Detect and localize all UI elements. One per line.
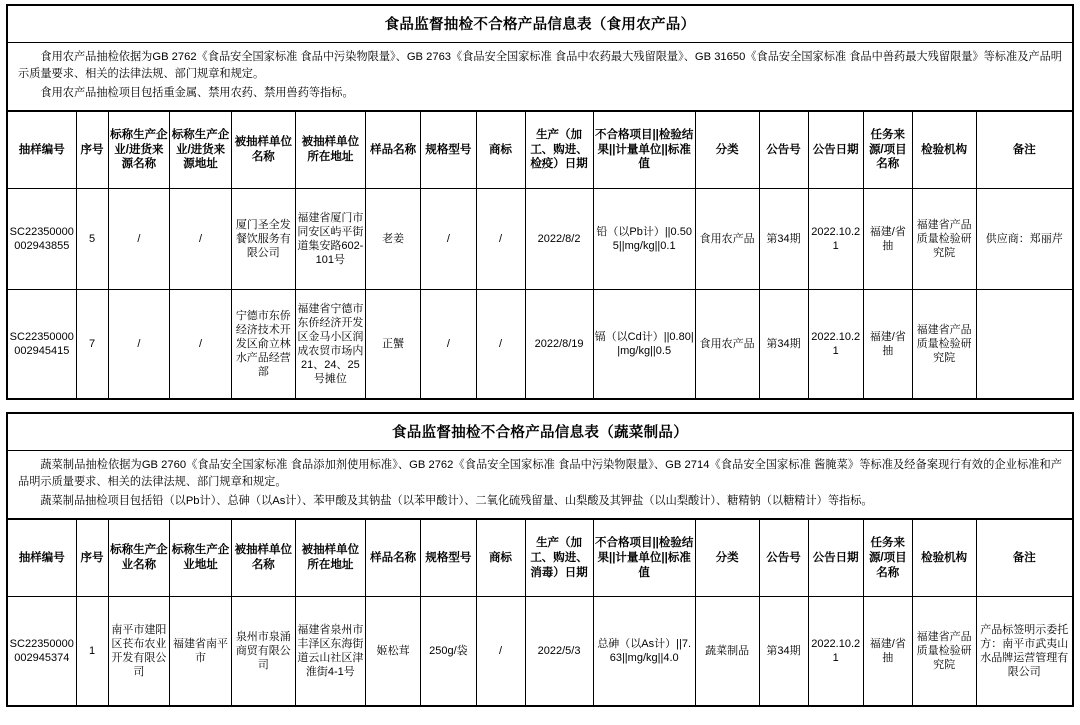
cell-producer-name: 南平市建阳区苌布农业开发有限公司 xyxy=(108,597,170,706)
cell-inspection-agency: 福建省产品质量检验研究院 xyxy=(912,290,976,399)
column-header: 标称生产企业/进货来源地址 xyxy=(170,112,232,189)
table-header-row xyxy=(8,520,1072,597)
column-header: 任务来源/项目名称 xyxy=(863,520,912,597)
column-header: 商标 xyxy=(476,520,525,597)
cell-trademark: / xyxy=(476,597,525,706)
column-header: 序号 xyxy=(76,112,108,189)
cell-index: 5 xyxy=(76,189,108,290)
inspection-table xyxy=(8,111,1072,398)
table-row xyxy=(8,597,1072,706)
cell-sampled-unit-name: 厦门圣全发餐饮服务有限公司 xyxy=(231,189,295,290)
cell-failed-item: 铅（以Pb计）||0.505||mg/kg||0.1 xyxy=(593,189,695,290)
column-header: 检验机构 xyxy=(912,520,976,597)
note-line: 食用农产品抽检依据为GB 2762《食品安全国家标准 食品中污染物限量》、GB 2763《食品安全国家标准 食品中农药最大残留限量》、GB 31650《食品安全国家标准 食品中兽药最大残留限量》等标准及产品明示质量要求、相关的法律法规、部门规章和规定。 xyxy=(18,51,1062,81)
cell-inspection-agency: 福建省产品质量检验研究院 xyxy=(912,597,976,706)
column-header: 样品名称 xyxy=(365,520,420,597)
column-header: 生产（加工、购进、消毒）日期 xyxy=(525,520,593,597)
cell-producer-address: / xyxy=(170,189,232,290)
cell-failed-item: 镉（以Cd计）||0.80||mg/kg||0.5 xyxy=(593,290,695,399)
cell-spec: / xyxy=(421,290,476,399)
column-header: 分类 xyxy=(695,520,759,597)
column-header: 规格型号 xyxy=(421,520,476,597)
cell-task-source: 福建/省抽 xyxy=(863,290,912,399)
column-header: 被抽样单位名称 xyxy=(231,112,295,189)
column-header: 抽样编号 xyxy=(8,520,76,597)
column-header: 标称生产企业地址 xyxy=(170,520,232,597)
column-header: 不合格项目||检验结果||计量单位||标准值 xyxy=(593,112,695,189)
cell-sample-name: 姬松茸 xyxy=(365,597,420,706)
column-header: 商标 xyxy=(476,112,525,189)
cell-sample-code: SC22350000002945415 xyxy=(8,290,76,399)
cell-announcement-date: 2022.10.21 xyxy=(808,597,863,706)
note-line: 蔬菜制品抽检依据为GB 2760《食品安全国家标准 食品添加剂使用标准》、GB 2762《食品安全国家标准 食品中污染物限量》、GB 2714《食品安全国家标准 酱腌菜》等标准及经备案现行有效的企业标准和产品明示质量要求、相关的法律法规、部门规章和规定。 xyxy=(18,459,1062,489)
column-header: 标称生产企业名称 xyxy=(108,520,170,597)
report-section-food-agricultural xyxy=(6,4,1074,400)
section-notes xyxy=(8,451,1072,519)
cell-remark: 供应商：郑丽芹 xyxy=(976,189,1072,290)
table-row xyxy=(8,189,1072,290)
cell-remark xyxy=(976,290,1072,399)
cell-sampled-unit-address: 福建省泉州市丰泽区东海街道云山社区津淮街4-1号 xyxy=(295,597,365,706)
cell-announcement-no: 第34期 xyxy=(759,290,808,399)
cell-announcement-no: 第34期 xyxy=(759,597,808,706)
column-header: 被抽样单位所在地址 xyxy=(295,112,365,189)
cell-remark: 产品标签明示委托方：南平市武夷山水品牌运营管理有限公司 xyxy=(976,597,1072,706)
column-header: 备注 xyxy=(976,520,1072,597)
column-header: 公告号 xyxy=(759,112,808,189)
note-line: 蔬菜制品抽检项目包括铅（以Pb计）、总砷（以As计）、苯甲酸及其钠盐（以苯甲酸计）、二氧化硫残留量、山梨酸及其钾盐（以山梨酸计）、糖精钠（以糖精计）等指标。 xyxy=(40,494,873,507)
cell-category: 食用农产品 xyxy=(695,189,759,290)
cell-category: 蔬菜制品 xyxy=(695,597,759,706)
section-title: 食品监督抽检不合格产品信息表（蔬菜制品） xyxy=(8,414,1072,451)
cell-sample-name: 老姜 xyxy=(365,189,420,290)
inspection-table xyxy=(8,519,1072,705)
cell-spec: 250g/袋 xyxy=(421,597,476,706)
column-header: 被抽样单位名称 xyxy=(231,520,295,597)
column-header: 抽样编号 xyxy=(8,112,76,189)
cell-sampled-unit-name: 宁德市东侨经济技术开发区俞立林水产品经营部 xyxy=(231,290,295,399)
note-line: 食用农产品抽检项目包括重金属、禁用农药、禁用兽药等指标。 xyxy=(40,86,354,99)
cell-category: 食用农产品 xyxy=(695,290,759,399)
report-section-vegetable-products xyxy=(6,412,1074,707)
column-header: 生产（加工、购进、检疫）日期 xyxy=(525,112,593,189)
column-header: 检验机构 xyxy=(912,112,976,189)
column-header: 公告日期 xyxy=(808,112,863,189)
column-header: 分类 xyxy=(695,112,759,189)
column-header: 不合格项目||检验结果||计量单位||标准值 xyxy=(593,520,695,597)
column-header: 公告日期 xyxy=(808,520,863,597)
cell-sampled-unit-address: 福建省宁德市东侨经济开发区金马小区润成农贸市场内21、24、25号摊位 xyxy=(295,290,365,399)
cell-trademark: / xyxy=(476,189,525,290)
cell-trademark: / xyxy=(476,290,525,399)
cell-producer-address: / xyxy=(170,290,232,399)
cell-index: 1 xyxy=(76,597,108,706)
cell-producer-address: 福建省南平市 xyxy=(170,597,232,706)
table-header-row xyxy=(8,112,1072,189)
section-title: 食品监督抽检不合格产品信息表（食用农产品） xyxy=(8,6,1072,43)
column-header: 样品名称 xyxy=(365,112,420,189)
cell-production-date: 2022/8/19 xyxy=(525,290,593,399)
cell-sample-code: SC22350000002945374 xyxy=(8,597,76,706)
column-header: 规格型号 xyxy=(421,112,476,189)
cell-spec: / xyxy=(421,189,476,290)
cell-index: 7 xyxy=(76,290,108,399)
cell-inspection-agency: 福建省产品质量检验研究院 xyxy=(912,189,976,290)
cell-producer-name: / xyxy=(108,290,170,399)
cell-production-date: 2022/5/3 xyxy=(525,597,593,706)
cell-announcement-no: 第34期 xyxy=(759,189,808,290)
cell-producer-name: / xyxy=(108,189,170,290)
cell-sampled-unit-address: 福建省厦门市同安区屿平街道集安路602-101号 xyxy=(295,189,365,290)
column-header: 任务来源/项目名称 xyxy=(863,112,912,189)
column-header: 备注 xyxy=(976,112,1072,189)
cell-announcement-date: 2022.10.21 xyxy=(808,290,863,399)
cell-task-source: 福建/省抽 xyxy=(863,189,912,290)
cell-sample-code: SC22350000002943855 xyxy=(8,189,76,290)
cell-sampled-unit-name: 泉州市泉涌商贸有限公司 xyxy=(231,597,295,706)
table-row xyxy=(8,290,1072,399)
column-header: 标称生产企业/进货来源名称 xyxy=(108,112,170,189)
column-header: 被抽样单位所在地址 xyxy=(295,520,365,597)
section-notes xyxy=(8,43,1072,111)
cell-failed-item: 总砷（以As计）||7.63||mg/kg||4.0 xyxy=(593,597,695,706)
column-header: 序号 xyxy=(76,520,108,597)
column-header: 公告号 xyxy=(759,520,808,597)
cell-sample-name: 正蟹 xyxy=(365,290,420,399)
cell-announcement-date: 2022.10.21 xyxy=(808,189,863,290)
cell-production-date: 2022/8/2 xyxy=(525,189,593,290)
cell-task-source: 福建/省抽 xyxy=(863,597,912,706)
